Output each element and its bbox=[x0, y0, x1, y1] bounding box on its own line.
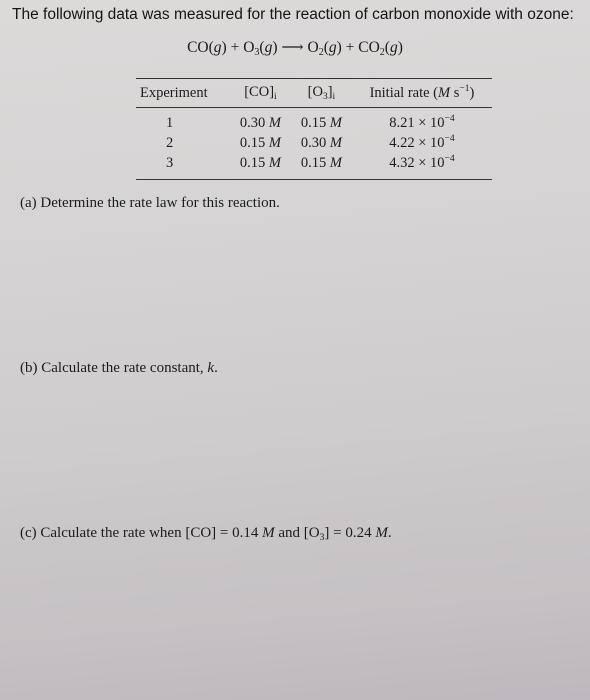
cell-rate: $4.32 \times 10^{-4}$ bbox=[352, 153, 492, 180]
table-row bbox=[136, 108, 492, 134]
cell-experiment: 3 bbox=[136, 153, 230, 180]
cell-rate: $4.22 \times 10^{-4}$ bbox=[389, 134, 455, 151]
cell-experiment: 2 bbox=[166, 134, 174, 151]
question-c: (c) Calculate the rate when [CO] = 0.14 M and $[O_3] = 0.24$ M. bbox=[20, 525, 392, 543]
header-rate: Initial rate (M $s^{-1}$) bbox=[352, 79, 492, 108]
cell-rate: $8.21 \times 10^{-4}$ bbox=[389, 114, 455, 131]
question-a: (a) Determine the rate law for this reaction. bbox=[20, 195, 280, 211]
question-b: (b) Calculate the rate constant, k. bbox=[20, 360, 218, 376]
problem-header: The following data was measured for the reaction of carbon monoxide with ozone: bbox=[12, 6, 574, 23]
cell-co: 0.30 M bbox=[239, 114, 281, 131]
cell-co: 0.15 M bbox=[239, 134, 281, 151]
cell-o3: 0.15 M bbox=[300, 114, 342, 131]
header-co: $[CO]_i$ bbox=[230, 79, 291, 108]
header-o3: $[O_3]_i$ bbox=[291, 79, 352, 108]
table-row bbox=[136, 153, 492, 180]
rate-data-table bbox=[136, 78, 492, 180]
reaction-arrow: ⟶ bbox=[281, 39, 304, 56]
header-experiment: Experiment bbox=[136, 79, 230, 108]
table-row bbox=[136, 133, 492, 153]
cell-o3: 0.15 M bbox=[291, 153, 352, 180]
reaction-equation: $CO(g) + O_3(g)$ ⟶ $O_2(g) + CO_2(g)$ bbox=[187, 39, 403, 58]
cell-co: 0.15 M bbox=[230, 153, 291, 180]
cell-o3: 0.30 M bbox=[300, 134, 342, 151]
cell-experiment: 1 bbox=[166, 114, 174, 131]
